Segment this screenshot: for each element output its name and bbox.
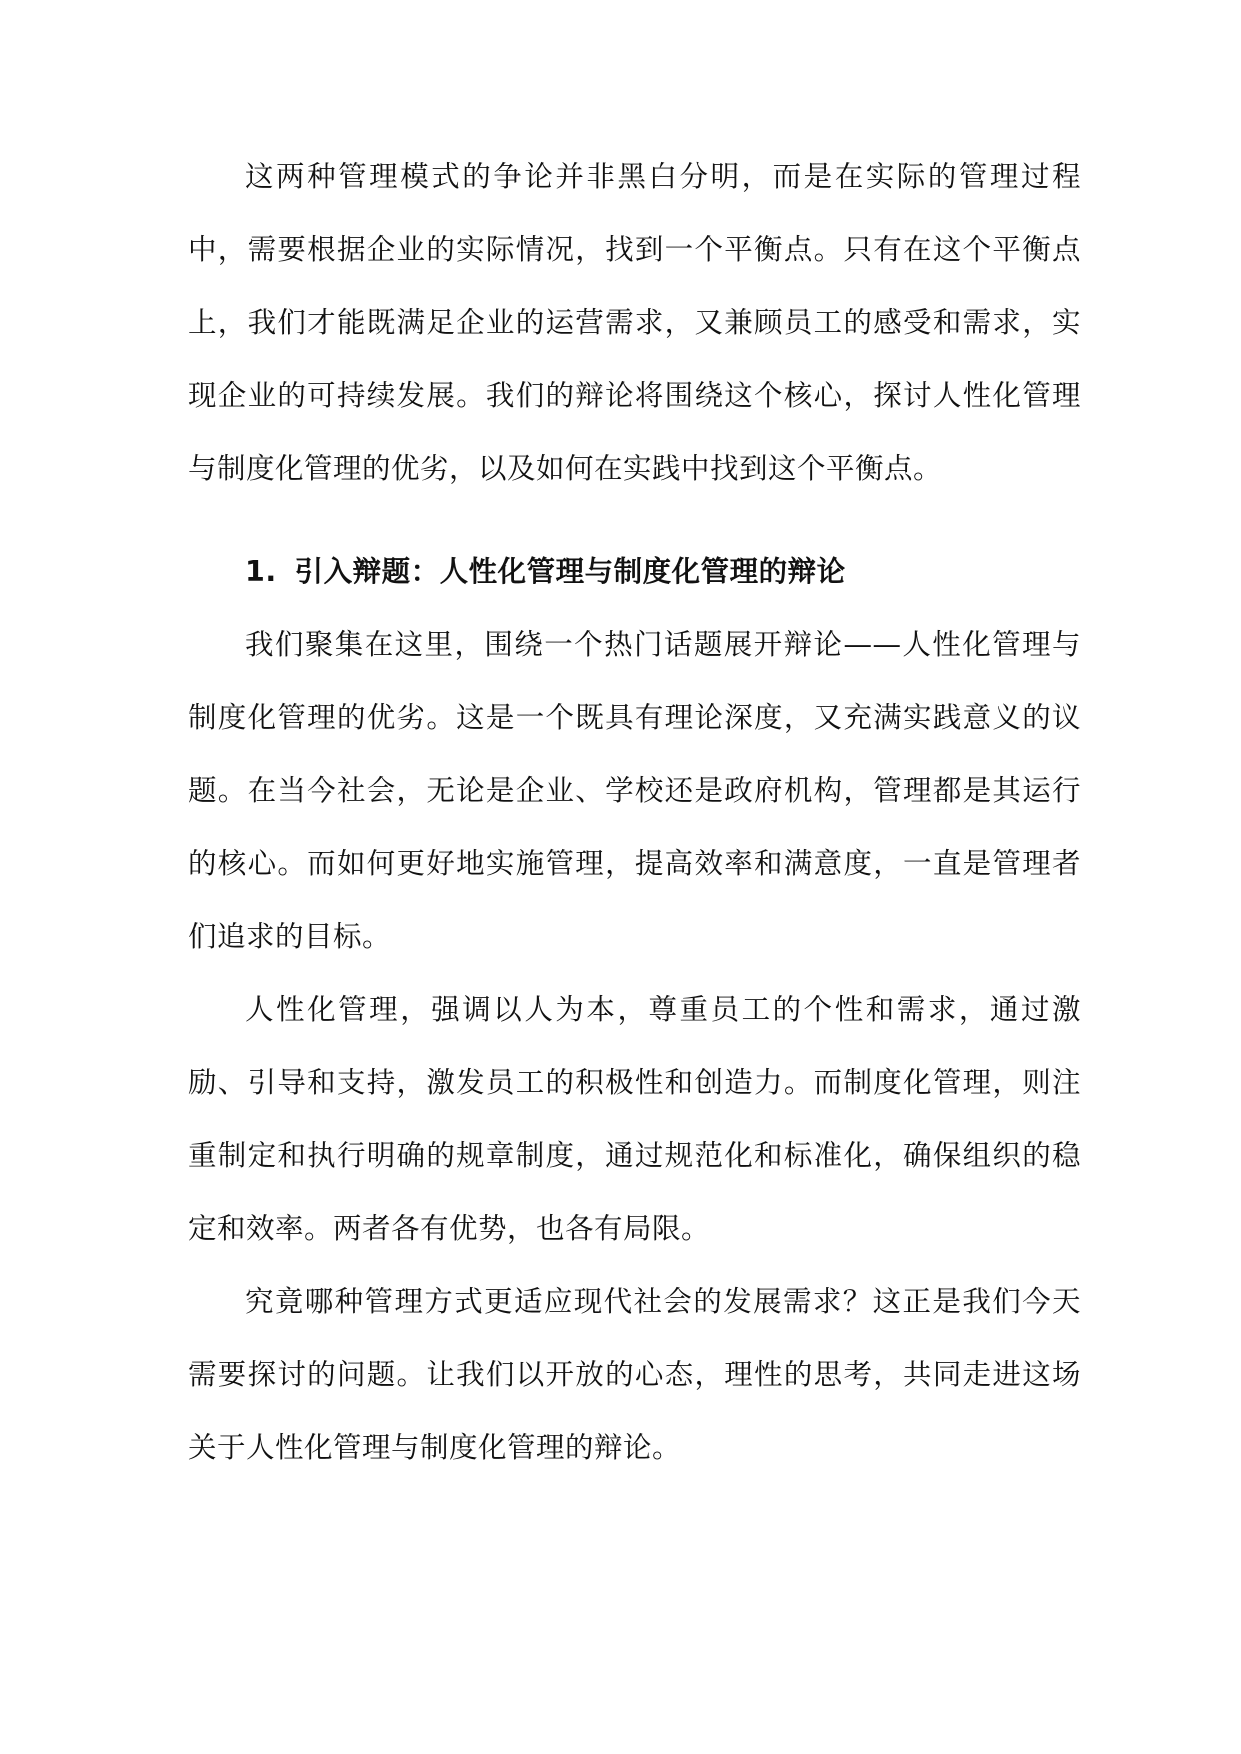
body-paragraph: 我们聚集在这里，围绕一个热门话题展开辩论——人性化管理与制度化管理的优劣。这是一个既具有理论深度，又充满实践意义的议题。在当今社会，无论是企业、学校还是政府机构，管理都是其运行的核心。而如何更好地实施管理，提高效率和满意度，一直是管理者们追求的目标。: [188, 628, 1081, 953]
body-paragraph: 人性化管理，强调以人为本，尊重员工的个性和需求，通过激励、引导和支持，激发员工的积极性和创造力。而制度化管理，则注重制定和执行明确的规章制度，通过规范化和标准化，确保组织的稳定和效率。两者各有优势，也各有局限。: [188, 993, 1081, 1245]
body-paragraph: 这两种管理模式的争论并非黑白分明，而是在实际的管理过程中，需要根据企业的实际情况，找到一个平衡点。只有在这个平衡点上，我们才能既满足企业的运营需求，又兼顾员工的感受和需求，实现企业的可持续发展。我们的辩论将围绕这个核心，探讨人性化管理与制度化管理的优劣，以及如何在实践中找到这个平衡点。: [188, 160, 1081, 485]
section-number: 1.: [245, 555, 277, 588]
section-spacer: [188, 505, 1081, 535]
document-body: [188, 140, 1081, 1484]
section-title: 引入辩题：人性化管理与制度化管理的辩论: [294, 555, 846, 588]
body-paragraph: 究竟哪种管理方式更适应现代社会的发展需求？这正是我们今天需要探讨的问题。让我们以开放的心态，理性的思考，共同走进这场关于人性化管理与制度化管理的辩论。: [188, 1285, 1081, 1464]
section-heading: [188, 535, 1081, 608]
